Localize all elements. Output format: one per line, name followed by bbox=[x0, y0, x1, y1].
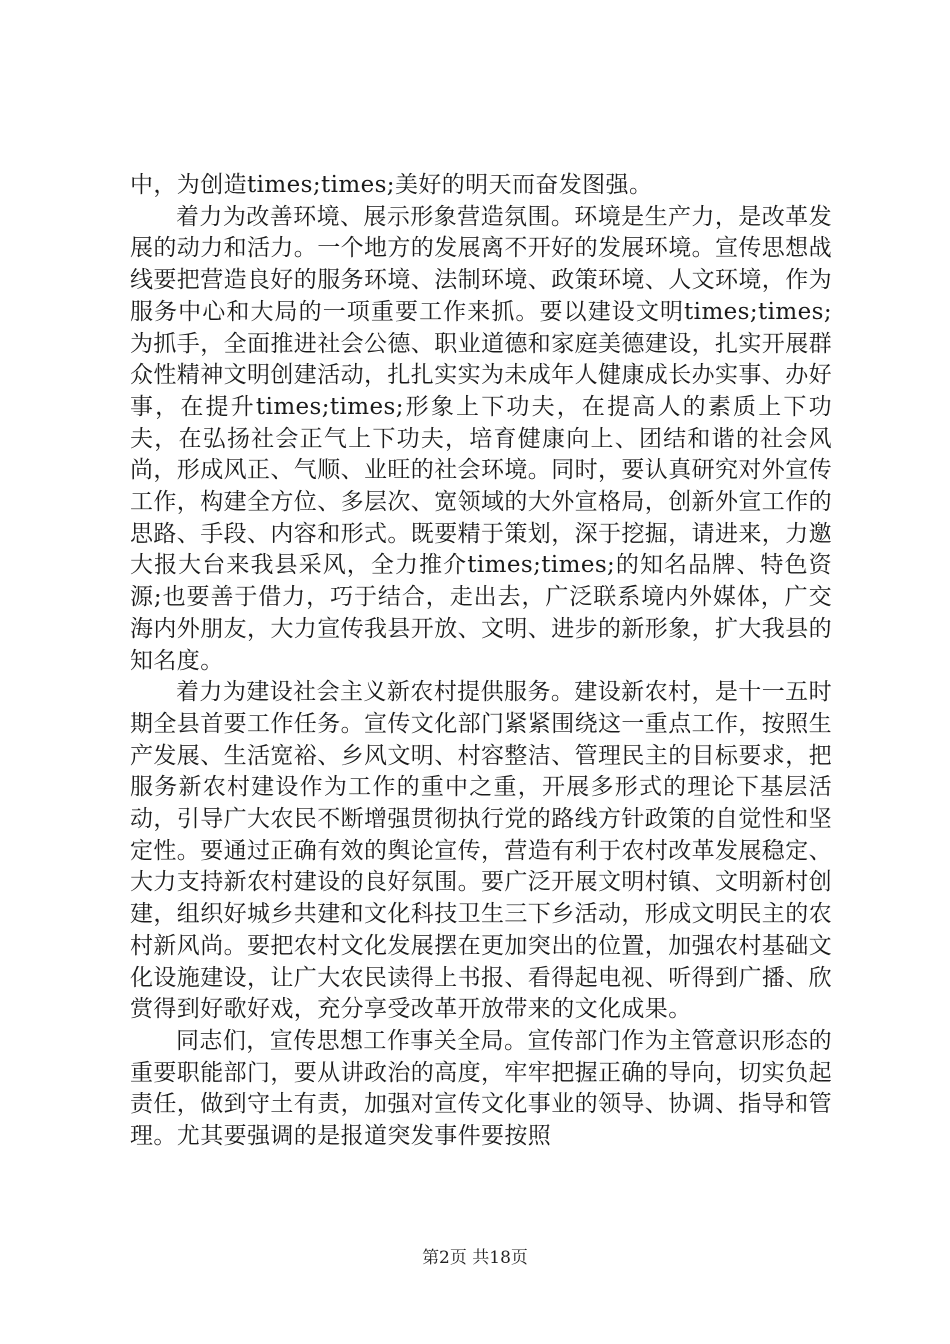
paragraph-4: 同志们，宣传思想工作事关全局。宣传部门作为主管意识形态的重要职能部门，要从讲政治的高度，牢牢把握正确的导向，切实负起责任，做到守土有责，加强对宣传文化事业的领导、协调、指导和管理。尤其要强调的是报道突发事件要按照 bbox=[130, 1027, 832, 1150]
page-number-footer: 第2页 共18页 bbox=[422, 1248, 528, 1268]
paragraph-2: 着力为改善环境、展示形象营造氛围。环境是生产力，是改革发展的动力和活力。一个地方的发展离不开好的发展环境。宣传思想战线要把营造良好的服务环境、法制环境、政策环境、人文环境，作为服务中心和大局的一项重要工作来抓。要以建设文明times;times;为抓手，全面推进社会公德、职业道德和家庭美德建设，扎实开展群众性精神文明创建活动，扎扎实实为未成年人健康成长办实事、办好事，在提升times;times;形象上下功夫，在提高人的素质上下功夫，在弘扬社会正气上下功夫，培育健康向上、团结和谐的社会风尚，形成风正、气顺、业旺的社会环境。同时，要认真研究对外宣传工作，构建全方位、多层次、宽领域的大外宣格局，创新外宣工作的思路、手段、内容和形式。既要精于策划，深于挖掘，请进来，力邀大报大台来我县采风，全力推介times;times;的知名品牌、特色资源;也要善于借力，巧于结合，走出去，广泛联系境内外媒体，广交海内外朋友，大力宣传我县开放、文明、进步的新形象，扩大我县的知名度。 bbox=[130, 203, 832, 674]
document-body bbox=[130, 170, 832, 1153]
paragraph-1: 中，为创造times;times;美好的明天而奋发图强。 bbox=[130, 172, 653, 198]
paragraph-3: 着力为建设社会主义新农村提供服务。建设新农村，是十一五时期全县首要工作任务。宣传文化部门紧紧围绕这一重点工作，按照生产发展、生活宽裕、乡风文明、村容整洁、管理民主的目标要求，把服务新农村建设作为工作的重中之重，开展多形式的理论下基层活动，引导广大农民不断增强贯彻执行党的路线方针政策的自觉性和坚定性。要通过正确有效的舆论宣传，营造有利于农村改革发展稳定、大力支持新农村建设的良好氛围。要广泛开展文明村镇、文明新村创建，组织好城乡共建和文化科技卫生三下乡活动，形成文明民主的农村新风尚。要把农村文化发展摆在更加突出的位置，加强农村基础文化设施建设，让广大农民读得上书报、看得起电视、听得到广播、欣赏得到好歌好戏，充分享受改革开放带来的文化成果。 bbox=[130, 679, 832, 1023]
